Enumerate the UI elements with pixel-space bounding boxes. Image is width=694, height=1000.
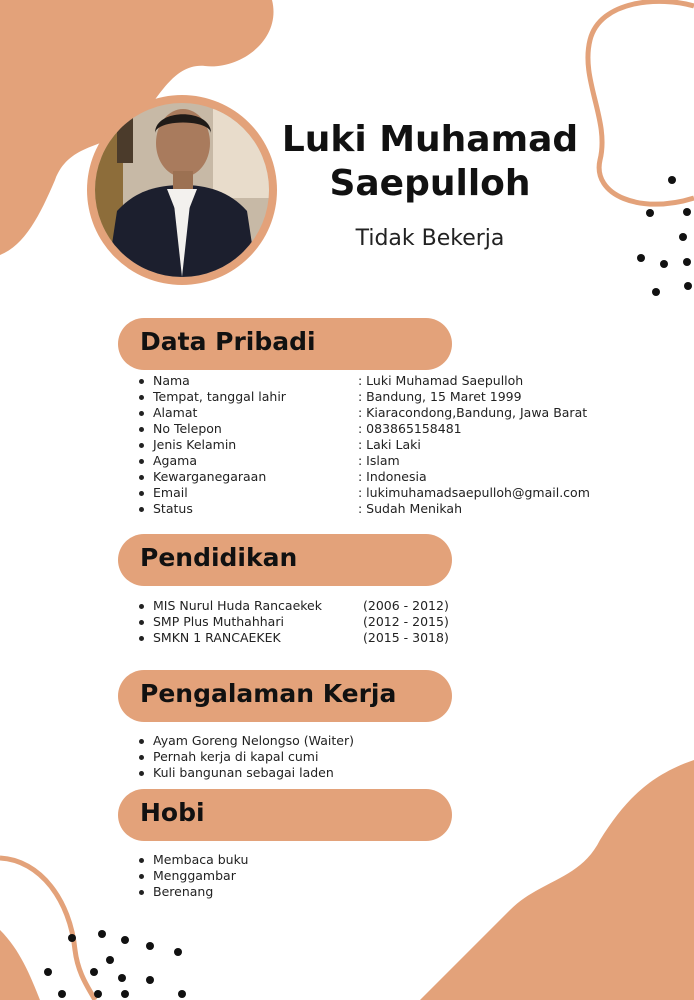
dot bbox=[90, 968, 98, 976]
list-item: Berenang bbox=[138, 884, 248, 900]
field-label: Alamat bbox=[153, 405, 198, 420]
dot bbox=[646, 209, 654, 217]
bottom-left-blob bbox=[0, 930, 40, 1000]
section-header-education bbox=[118, 534, 452, 586]
dot bbox=[121, 936, 129, 944]
dot bbox=[174, 948, 182, 956]
field-label: Tempat, tanggal lahir bbox=[153, 389, 286, 404]
list-item bbox=[138, 501, 590, 517]
name-line-1: Luki Muhamad bbox=[281, 119, 579, 160]
school-years: (2012 - 2015) bbox=[363, 614, 449, 629]
school-name: SMP Plus Muthahhari bbox=[153, 614, 284, 629]
bottom-right-blob bbox=[420, 760, 694, 1000]
field-value: : lukimuhamadsaepulloh@gmail.com bbox=[358, 485, 590, 500]
school-name: MIS Nurul Huda Rancaekek bbox=[153, 598, 322, 613]
list-item: Menggambar bbox=[138, 868, 248, 884]
field-label: Agama bbox=[153, 453, 197, 468]
dot bbox=[146, 942, 154, 950]
list-item bbox=[138, 469, 590, 485]
dot bbox=[94, 990, 102, 998]
field-value: : Bandung, 15 Maret 1999 bbox=[358, 389, 522, 404]
list-item bbox=[138, 453, 590, 469]
section-title: Pendidikan bbox=[140, 543, 298, 572]
dot bbox=[683, 208, 691, 216]
profile-photo-frame bbox=[87, 95, 277, 285]
education-list bbox=[138, 598, 449, 646]
field-value: : Indonesia bbox=[358, 469, 427, 484]
list-item: Membaca buku bbox=[138, 852, 248, 868]
field-value: : Sudah Menikah bbox=[358, 501, 463, 516]
occupation-text: Tidak Bekerja bbox=[355, 226, 505, 251]
field-label: Jenis Kelamin bbox=[153, 437, 237, 452]
section-title: Pengalaman Kerja bbox=[140, 679, 397, 708]
dot bbox=[58, 990, 66, 998]
top-right-dots bbox=[637, 176, 692, 296]
list-item: Pernah kerja di kapal cumi bbox=[138, 749, 354, 765]
school-name: SMKN 1 RANCAEKEK bbox=[153, 630, 281, 645]
list-item bbox=[138, 405, 590, 421]
list-item bbox=[138, 630, 449, 646]
list-item bbox=[138, 485, 590, 501]
work-experience-list bbox=[138, 733, 354, 781]
personal-data-list bbox=[138, 373, 590, 517]
dot bbox=[106, 956, 114, 964]
field-value: : Islam bbox=[358, 453, 400, 468]
section-header-hobbies bbox=[118, 789, 452, 841]
dot bbox=[146, 976, 154, 984]
list-item bbox=[138, 598, 449, 614]
list-item: Ayam Goreng Nelongso (Waiter) bbox=[138, 733, 354, 749]
dot bbox=[68, 934, 76, 942]
section-header-work-experience bbox=[118, 670, 452, 722]
field-label: Email bbox=[153, 485, 188, 500]
person-portrait-icon bbox=[95, 103, 269, 277]
dot bbox=[660, 260, 668, 268]
dot bbox=[679, 233, 687, 241]
list-item bbox=[138, 614, 449, 630]
field-label: Kewarganegaraan bbox=[153, 469, 267, 484]
dot bbox=[121, 990, 129, 998]
dot bbox=[98, 930, 106, 938]
dot bbox=[637, 254, 645, 262]
field-label: No Telepon bbox=[153, 421, 222, 436]
dot bbox=[684, 282, 692, 290]
hobbies-list bbox=[138, 852, 248, 900]
section-header-personal-data bbox=[118, 318, 452, 370]
field-value: : Laki Laki bbox=[358, 437, 421, 452]
field-label: Status bbox=[153, 501, 193, 516]
profile-photo bbox=[95, 103, 269, 277]
dot bbox=[652, 288, 660, 296]
dot bbox=[118, 974, 126, 982]
dot bbox=[178, 990, 186, 998]
field-value: : Kiaracondong,Bandung, Jawa Barat bbox=[358, 405, 588, 420]
list-item bbox=[138, 373, 590, 389]
field-value: : 083865158481 bbox=[358, 421, 462, 436]
list-item bbox=[138, 389, 590, 405]
school-years: (2015 - 3018) bbox=[363, 630, 449, 645]
full-name-heading bbox=[270, 118, 590, 206]
section-title: Hobi bbox=[140, 798, 205, 827]
top-right-swirl bbox=[588, 1, 694, 204]
list-item: Kuli bangunan sebagai laden bbox=[138, 765, 354, 781]
school-years: (2006 - 2012) bbox=[363, 598, 449, 613]
dot bbox=[683, 258, 691, 266]
dot bbox=[44, 968, 52, 976]
field-label: Nama bbox=[153, 373, 190, 388]
field-value: : Luki Muhamad Saepulloh bbox=[358, 373, 524, 388]
list-item bbox=[138, 437, 590, 453]
bottom-left-dots bbox=[44, 930, 186, 998]
list-item bbox=[138, 421, 590, 437]
dot bbox=[668, 176, 676, 184]
section-title: Data Pribadi bbox=[140, 327, 316, 356]
name-line-2: Saepulloh bbox=[329, 163, 531, 204]
